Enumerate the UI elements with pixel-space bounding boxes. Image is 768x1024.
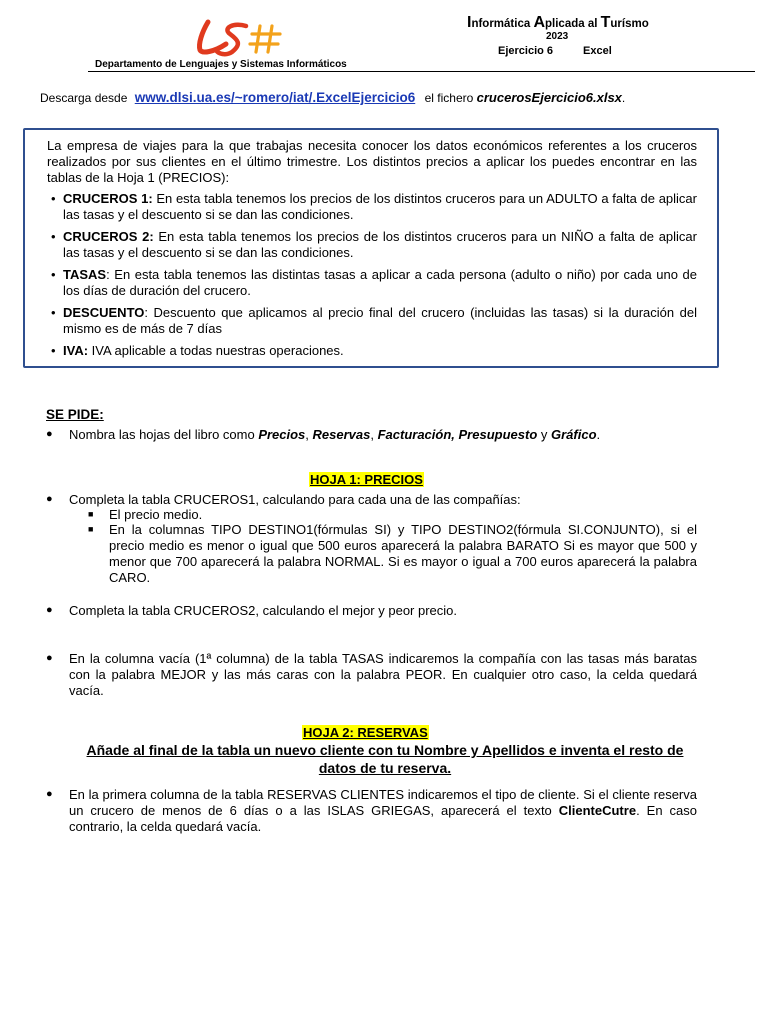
se-pide-heading: SE PIDE: <box>46 407 104 422</box>
header-divider <box>88 71 755 72</box>
list-item: • IVA: IVA aplicable a todas nuestras operaciones. <box>63 343 697 359</box>
dlsi-logo <box>192 14 292 58</box>
bullet-icon: ● <box>46 428 53 440</box>
bullet-icon: ● <box>46 604 53 616</box>
list-item: • CRUCEROS 2: En esta tabla tenemos los precios de los distintos cruceros para un NIÑO a falta de aplicar las tasas y el descuento si se dan las condiciones. <box>63 229 697 261</box>
exercise-number: Ejercicio 6 <box>498 45 554 57</box>
download-link[interactable]: www.dlsi.ua.es/~romero/iat/.ExcelEjercicio6 <box>134 90 416 105</box>
hoja1-sub-precio-medio: El precio medio. <box>109 507 203 522</box>
square-bullet-icon: ■ <box>88 524 94 534</box>
intro-paragraph: La empresa de viajes para la que trabajas necesita conocer los datos económicos referentes a los cruceros realizados por sus clientes en el último trimestre. Los distintos precios a aplicar los puedes encontrar en las tablas de la Hoja 1 (PRECIOS): <box>47 138 697 185</box>
download-line: Descarga desde www.dlsi.ua.es/~romero/iat/.ExcelEjercicio6 el fichero crucerosEjercicio6.xlsx. <box>40 90 626 105</box>
exercise-tool: Excel <box>583 45 612 57</box>
nombra-hojas-item: Nombra las hojas del libro como Precios, Reservas, Facturación, Presupuesto y Gráfico. <box>69 427 601 442</box>
exercise-label <box>498 45 612 57</box>
bullet-icon: ● <box>46 493 53 505</box>
course-year: 2023 <box>546 31 569 42</box>
download-prefix: Descarga desde <box>40 91 128 105</box>
logo-hash <box>250 26 280 52</box>
download-filename: crucerosEjercicio6.xlsx <box>476 90 622 105</box>
hoja2-item-reservas: En la primera columna de la tabla RESERVAS CLIENTES indicaremos el tipo de cliente. Si el cliente reserva un crucero de menos de 6 días o a las ISLAS GRIEGAS, aparecerá el texto ClienteCutre. En caso contrario, la celda quedará vacía. <box>69 787 697 834</box>
list-item: • DESCUENTO: Descuento que aplicamos al precio final del crucero (incluidas las tasas) si la duración del mismo es de más de 7 días <box>63 305 697 337</box>
logo-l-stroke <box>199 22 226 52</box>
hoja1-item-cruceros2: Completa la tabla CRUCEROS2, calculando el mejor y peor precio. <box>69 603 458 618</box>
list-item: • CRUCEROS 1: En esta tabla tenemos los precios de los distintos cruceros para un ADULTO a falta de aplicar las tasas y el descuento si se dan las condiciones. <box>63 191 697 223</box>
hoja1-item-cruceros1: Completa la tabla CRUCEROS1, calculando para cada una de las compañías: <box>69 492 521 507</box>
hoja1-heading: HOJA 1: PRECIOS <box>310 472 423 487</box>
hoja2-heading: HOJA 2: RESERVAS <box>303 725 428 740</box>
download-middle: el fichero <box>424 91 474 105</box>
square-bullet-icon: ■ <box>88 509 94 519</box>
bullet-icon: ● <box>46 788 53 800</box>
intro-box <box>23 128 719 368</box>
list-item: • TASAS: En esta tabla tenemos las distintas tasas a aplicar a cada persona (adulto o niño) por cada uno de los días de duración del crucero. <box>63 267 697 299</box>
bullet-icon: ● <box>46 652 53 664</box>
hoja2-instruction: Añade al final de la tabla un nuevo cliente con tu Nombre y Apellidos e inventa el resto de datos de tu reserva. <box>86 742 684 776</box>
price-tables-list <box>63 191 697 365</box>
hoja1-item-tasas: En la columna vacía (1ª columna) de la tabla TASAS indicaremos la compañía con las tasas más baratas con la palabra MEJOR y las más caras con la palabra PEOR. En cualquier otro caso, la celda quedará vacía. <box>69 651 697 698</box>
hoja1-sub-tipo-destino: En la columnas TIPO DESTINO1(fórmulas SI) y TIPO DESTINO2(fórmula SI.CONJUNTO), si el precio medio es menor o igual que 500 euros aparecerá la palabra BARATO Si es mayor que 500 y menor que 700 aparecerá la palabra NORMAL. Si es mayor o igual a 700 euros aparecerá la palabra CARO. <box>109 522 697 585</box>
department-name: Departamento de Lenguajes y Sistemas Informáticos <box>95 59 347 70</box>
course-title: Informática Aplicada al Turísmo <box>467 14 649 31</box>
